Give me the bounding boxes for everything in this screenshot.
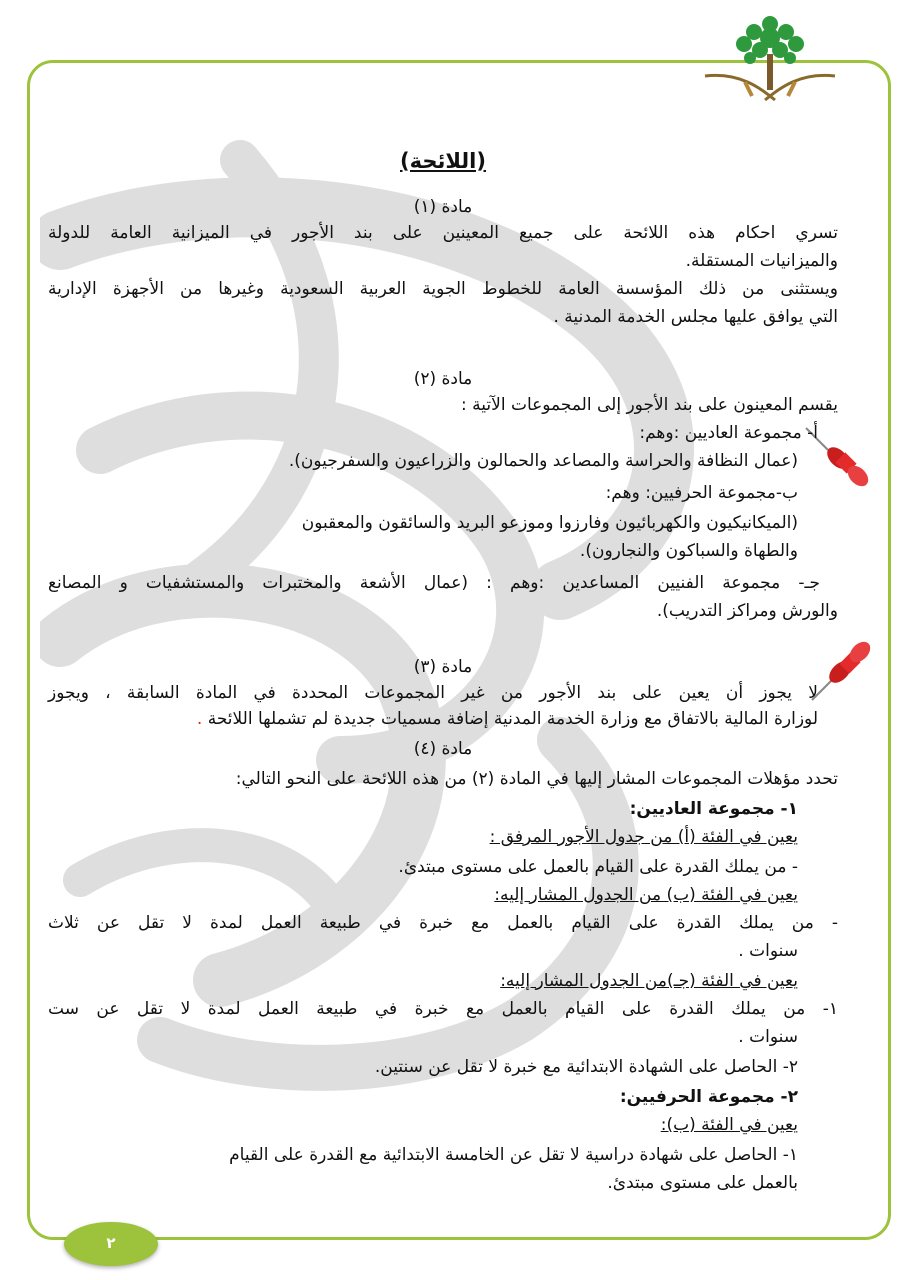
category-c-item: سنوات .: [738, 1027, 798, 1047]
category-c-heading: يعين في الفئة (جـ)من الجدول المشار إليه:: [500, 971, 798, 991]
category-b-heading: يعين في الفئة (ب) من الجدول المشار إليه:: [494, 885, 798, 905]
category-c-item: ٢- الحاصل على الشهادة الابتدائية مع خبرة لا تقل عن سنتين.: [374, 1057, 798, 1077]
group-b-label: ب-مجموعة الحرفيين: وهم:: [605, 483, 798, 503]
logo-palm-swords-icon: [700, 10, 840, 110]
document-title: (اللائحة): [400, 149, 486, 173]
article-1-text: ويستثنى من ذلك المؤسسة العامة للخطوط الجوية العربية السعودية وغيرها من الأجهزة الإدارية: [48, 279, 838, 299]
article-1-heading: مادة (١): [413, 197, 473, 217]
group-b-desc: (الميكانيكيون والكهربائيون وفارزوا وموزعو البريد والسائقون والمعقبون: [301, 513, 798, 533]
group-b-desc: والطهاة والسباكون والنجارون).: [579, 541, 798, 561]
category-b-item: بالعمل على مستوى مبتدئ.: [607, 1173, 798, 1193]
group-a-label: أ- مجموعة العاديين :وهم:: [639, 423, 818, 443]
article-1-text: التي يوافق عليها مجلس الخدمة المدنية .: [553, 307, 838, 327]
group-c-text: والورش ومراكز التدريب).: [656, 601, 838, 621]
article-3-text: لوزارة المالية بالاتفاق مع وزارة الخدمة المدنية إضافة مسميات جديدة لم تشملها اللائحة .: [196, 709, 818, 729]
group-1-title: ١- مجموعة العاديين:: [629, 799, 798, 819]
article-2-intro: يقسم المعينون على بند الأجور إلى المجموعات الآتية :: [461, 395, 838, 415]
category-c-item: ١- من يملك القدرة على القيام بالعمل مع خبرة في طبيعة العمل لمدة لا تقل عن ست: [48, 999, 838, 1019]
article-3-text: لا يجوز أن يعين على بند الأجور من غير المجموعات المحددة في المادة السابقة ، ويجوز: [48, 683, 818, 703]
article-3-heading: مادة (٣): [413, 657, 473, 677]
group-a-desc: (عمال النظافة والحراسة والمصاعد والحمالون والزراعيون والسفرجيون).: [288, 451, 798, 471]
group-c-text: جـ- مجموعة الفنيين المساعدين :وهم : (عمال الأشعة والمختبرات والمستشفيات و المصانع: [48, 573, 820, 593]
page-number: ٢: [106, 1234, 116, 1252]
article-1-text: والميزانيات المستقلة.: [685, 251, 838, 271]
article-4-intro: تحدد مؤهلات المجموعات المشار إليها في المادة (٢) من هذه اللائحة على النحو التالي:: [235, 769, 838, 789]
group-2-title: ٢- مجموعة الحرفيين:: [619, 1087, 798, 1107]
category-a-item: - من يملك القدرة على القيام بالعمل على مستوى مبتدئ.: [398, 857, 798, 877]
article-4-heading: مادة (٤): [413, 739, 473, 759]
category-b-item: سنوات .: [738, 941, 798, 961]
category-b-item: - من يملك القدرة على القيام بالعمل مع خبرة في طبيعة العمل لمدة لا تقل عن ثلاث: [48, 913, 838, 933]
category-b-item: ١- الحاصل على شهادة دراسية لا تقل عن الخامسة الابتدائية مع القدرة على القيام: [229, 1145, 798, 1165]
article-1-text: تسري احكام هذه اللائحة على جميع المعينين على بند الأجور في الميزانية العامة للدولة: [48, 223, 838, 243]
category-a-heading: يعين في الفئة (أ) من جدول الأجور المرفق :: [489, 827, 798, 847]
article-2-heading: مادة (٢): [413, 369, 473, 389]
category-b-heading: يعين في الفئة (ب):: [660, 1115, 798, 1135]
